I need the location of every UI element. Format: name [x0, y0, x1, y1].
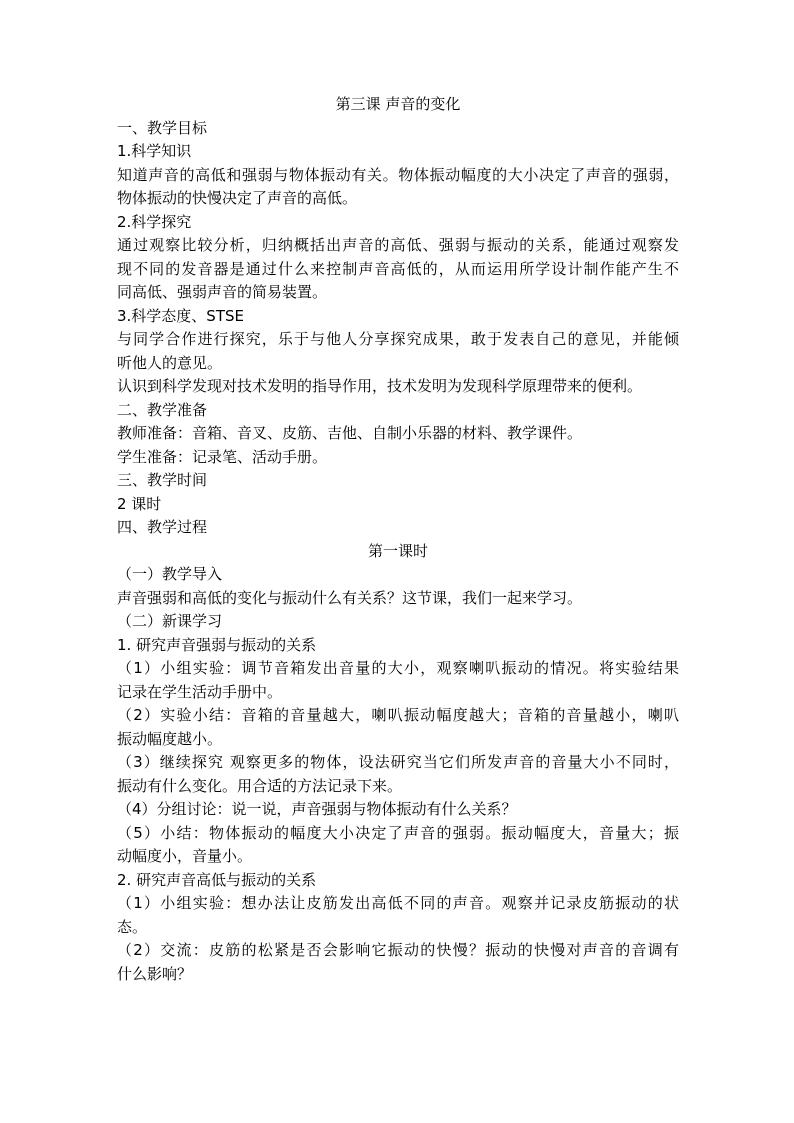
paragraph-line: 物体振动的快慢决定了声音的高低。 — [117, 189, 358, 207]
paragraph-line: 态。 — [117, 917, 148, 936]
paragraph-line: 什么影响？ — [117, 964, 193, 983]
paragraph-line: 同高低、强弱声音的简易装置。 — [117, 283, 328, 301]
paragraph-line: 认识到科学发现对技术发明的指导作用，技术发明为发现科学原理带来的便利。 — [117, 377, 643, 395]
paragraph-line: 振动幅度越小。 — [117, 729, 223, 748]
section-heading-process: 四、教学过程 — [117, 518, 208, 536]
paragraph-line: 现不同的发音器是通过什么来控制声音高低的，从而运用所学设计制作能产生不 — [117, 259, 679, 278]
paragraph-line: 动幅度小，音量小。 — [117, 847, 253, 865]
document-page — [117, 93, 679, 986]
paragraph-line: 记录在学生活动手册中。 — [117, 682, 283, 701]
paragraph-line: 声音强弱和高低的变化与振动什么有关系？这节课，我们一起来学习。 — [117, 588, 583, 607]
lesson-heading: 第一课时 — [367, 541, 428, 560]
paragraph-line: 通过观察比较分析，归纳概括出声音的高低、强弱与振动的关系，能通过观察发 — [117, 236, 679, 254]
paragraph-line: （3）继续探究 观察更多的物体，设法研究当它们所发声音的音量大小不同时， — [117, 753, 679, 771]
section-heading-objectives: 一、教学目标 — [117, 118, 208, 137]
subheading-loudness: 1. 研究声音强弱与振动的关系 — [117, 635, 317, 654]
paragraph-line: （1）小组实验：调节音箱发出音量的大小，观察喇叭振动的情况。将实验结果 — [117, 659, 679, 677]
subheading-science-knowledge: 1.科学知识 — [117, 142, 192, 160]
paragraph-line: （2）实验小结：音箱的音量越大，喇叭振动幅度越大；音箱的音量越小，喇叭 — [117, 706, 679, 724]
subheading-science-attitude: 3.科学态度、STSE — [117, 306, 244, 325]
paragraph-line: 振动有什么变化。用合适的方法记录下来。 — [117, 776, 403, 795]
paragraph-line: （5）小结：物体振动的幅度大小决定了声音的强弱。振动幅度大，音量大；振 — [117, 823, 679, 842]
paragraph-line: 2 课时 — [117, 494, 162, 513]
section-heading-time: 三、教学时间 — [117, 471, 208, 489]
paragraph-line: （2）交流：皮筋的松紧是否会影响它振动的快慢？振动的快慢对声音的音调有 — [117, 941, 679, 959]
paragraph-line: 听他人的意见。 — [117, 353, 223, 372]
paragraph-line: 与同学合作进行探究，乐于与他人分享探究成果，敢于发表自己的意见，并能倾 — [117, 330, 679, 348]
subheading-new-learning: （二）新课学习 — [117, 612, 223, 630]
document-title: 第三课 声音的变化 — [335, 95, 461, 113]
paragraph-line: 学生准备：记录笔、活动手册。 — [117, 447, 328, 466]
paragraph-line: （1）小组实验：想办法让皮筋发出高低不同的声音。观察并记录皮筋振动的状 — [117, 894, 679, 912]
paragraph-line: （4）分组讨论：说一说，声音强弱与物体振动有什么关系？ — [117, 800, 517, 818]
paragraph-line: 教师准备：音箱、音叉、皮筋、吉他、自制小乐器的材料、教学课件。 — [117, 424, 583, 442]
subheading-pitch: 2. 研究声音高低与振动的关系 — [117, 870, 317, 889]
subheading-introduction: （一）教学导入 — [117, 565, 223, 583]
subheading-science-inquiry: 2.科学探究 — [117, 212, 192, 231]
section-heading-preparation: 二、教学准备 — [117, 400, 208, 419]
paragraph-line: 知道声音的高低和强弱与物体振动有关。物体振动幅度的大小决定了声音的强弱， — [117, 165, 679, 184]
